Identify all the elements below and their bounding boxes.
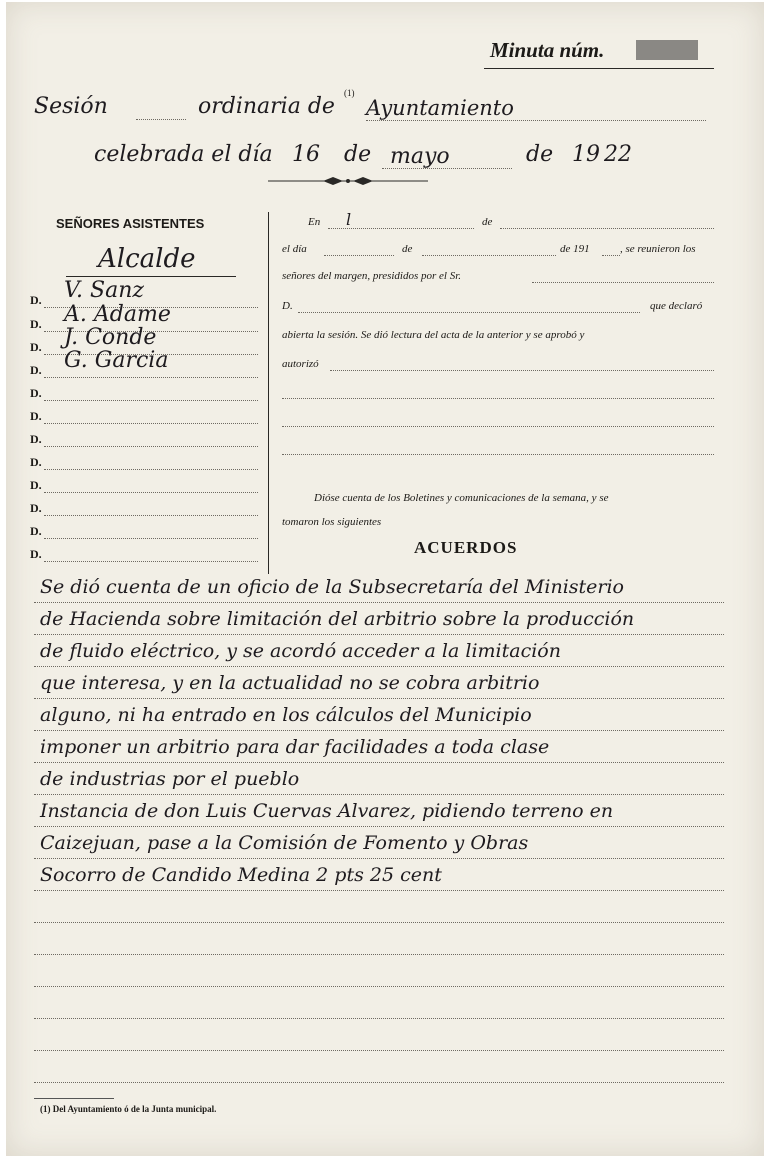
year-handwritten: 22: [604, 142, 632, 167]
form-de-191: de 191: [560, 243, 590, 255]
ruled-line: [34, 890, 724, 891]
attendee-line: [44, 515, 258, 516]
attendee-line: [44, 423, 258, 424]
ruled-line: [34, 1018, 724, 1019]
d-label: D.: [30, 293, 42, 307]
ruled-line: [34, 666, 724, 667]
year-printed: 19: [572, 142, 600, 167]
ordinaria-label: ordinaria de: [198, 94, 335, 119]
form-diose: Dióse cuenta de los Boletines y comunicaciones de la semana, y se: [314, 492, 609, 504]
ruled-line: [34, 634, 724, 635]
attendee-name: G. Garcia: [64, 348, 169, 373]
ruled-line: [34, 922, 724, 923]
ruled-line: [34, 762, 724, 763]
d-label: D.: [30, 317, 42, 331]
acuerdo-line: de industrias por el pueblo: [40, 768, 300, 790]
ruled-line: [34, 1082, 724, 1083]
d-label: D.: [30, 340, 42, 354]
attendee-line: [44, 469, 258, 470]
form-blank: [282, 426, 714, 427]
acuerdo-line: Caizejuan, pase a la Comisión de Fomento y Obras: [40, 832, 529, 854]
form-reunieron: , se reunieron los: [620, 243, 696, 255]
alcalde-handwritten: Alcalde: [98, 244, 196, 274]
attendee-name: V. Sanz: [64, 278, 144, 303]
form-en-handwritten: l: [346, 210, 352, 229]
attendee-line: [44, 492, 258, 493]
form-blank: [532, 282, 714, 283]
form-tomaron: tomaron los siguientes: [282, 516, 382, 528]
asistentes-title: SEÑORES ASISTENTES: [56, 216, 205, 231]
sesion-label: Sesión: [34, 94, 108, 119]
form-blank: [330, 370, 714, 371]
ruled-line: [34, 698, 724, 699]
minuta-number-stamp: [636, 40, 698, 60]
celebrada-label: celebrada el día: [94, 142, 273, 167]
form-blank: [282, 398, 714, 399]
org-blank: [366, 120, 706, 121]
d-label: D.: [30, 432, 42, 446]
form-en: En: [308, 216, 321, 228]
de-label-2: de: [526, 142, 554, 167]
acuerdo-line: de Hacienda sobre limitación del arbitrio sobre la producción: [40, 608, 635, 630]
ruled-line: [34, 730, 724, 731]
acuerdos-title: ACUERDOS: [414, 538, 518, 557]
de-label-1: de: [344, 142, 372, 167]
d-label: D.: [30, 409, 42, 423]
form-autorizo: autorizó: [282, 358, 319, 370]
form-de: de: [482, 216, 493, 228]
org-handwritten: Ayuntamiento: [366, 96, 514, 120]
header-rule: [484, 68, 714, 69]
d-label: D.: [30, 363, 42, 377]
day-handwritten: 16: [292, 142, 320, 167]
attendee-line: [44, 377, 258, 378]
footnote-rule: [34, 1098, 114, 1099]
d-label: D.: [30, 501, 42, 515]
d-label: D.: [30, 524, 42, 538]
attendee-name: A. Adame: [64, 302, 171, 327]
attendee-line: [44, 538, 258, 539]
ruled-line: [34, 1050, 724, 1051]
form-blank: [298, 312, 640, 313]
form-que-declaro: que declaró: [650, 300, 703, 312]
acuerdo-line: Se dió cuenta de un oficio de la Subsecretaría del Ministerio: [40, 576, 624, 598]
ruled-line: [34, 794, 724, 795]
document-page: [6, 2, 764, 1156]
minuta-label: Minuta núm.: [490, 38, 605, 62]
acuerdo-line: Instancia de don Luis Cuervas Alvarez, pidiendo terreno en: [40, 800, 614, 822]
ruled-line: [34, 858, 724, 859]
attendee-line: [44, 446, 258, 447]
ruled-line: [34, 954, 724, 955]
form-senores: señores del margen, presididos por el Sr.: [282, 270, 462, 282]
attendee-line: [44, 561, 258, 562]
form-blank: [500, 228, 714, 229]
d-label: D.: [30, 386, 42, 400]
d-label: D.: [30, 478, 42, 492]
form-abierta: abierta la sesión. Se dió lectura del acta de la anterior y se aprobó y: [282, 329, 585, 341]
form-el-dia: el día: [282, 243, 307, 255]
form-blank: [324, 255, 394, 256]
month-handwritten: mayo: [390, 144, 450, 169]
form-blank: [282, 454, 714, 455]
ruled-line: [34, 826, 724, 827]
attendee-line: [44, 400, 258, 401]
month-blank: [382, 168, 512, 169]
acuerdo-line: que interesa, y en la actualidad no se cobra arbitrio: [40, 672, 540, 694]
acuerdo-line: de fluido eléctrico, y se acordó acceder a la limitación: [40, 640, 561, 662]
footnote-mark: (1): [344, 88, 355, 98]
column-divider: [268, 212, 269, 574]
ruled-line: [34, 602, 724, 603]
sesion-blank: [136, 119, 186, 120]
alcalde-underline: [66, 276, 236, 277]
d-label: D.: [30, 455, 42, 469]
form-blank: [422, 255, 556, 256]
form-de2: de: [402, 243, 413, 255]
ruled-line: [34, 986, 724, 987]
acuerdo-line: imponer un arbitrio para dar facilidades a toda clase: [40, 736, 550, 758]
acuerdo-line: Socorro de Candido Medina 2 pts 25 cent: [40, 864, 442, 886]
d-label: D.: [30, 547, 42, 561]
attendee-name: J. Conde: [64, 325, 157, 350]
form-d: D.: [282, 300, 293, 312]
acuerdo-line: alguno, ni ha entrado en los cálculos del Municipio: [40, 704, 532, 726]
form-blank: [328, 228, 474, 229]
footnote: (1) Del Ayuntamiento ó de la Junta municipal.: [40, 1104, 217, 1114]
ornament-divider: [268, 174, 428, 188]
form-blank: [602, 255, 620, 256]
